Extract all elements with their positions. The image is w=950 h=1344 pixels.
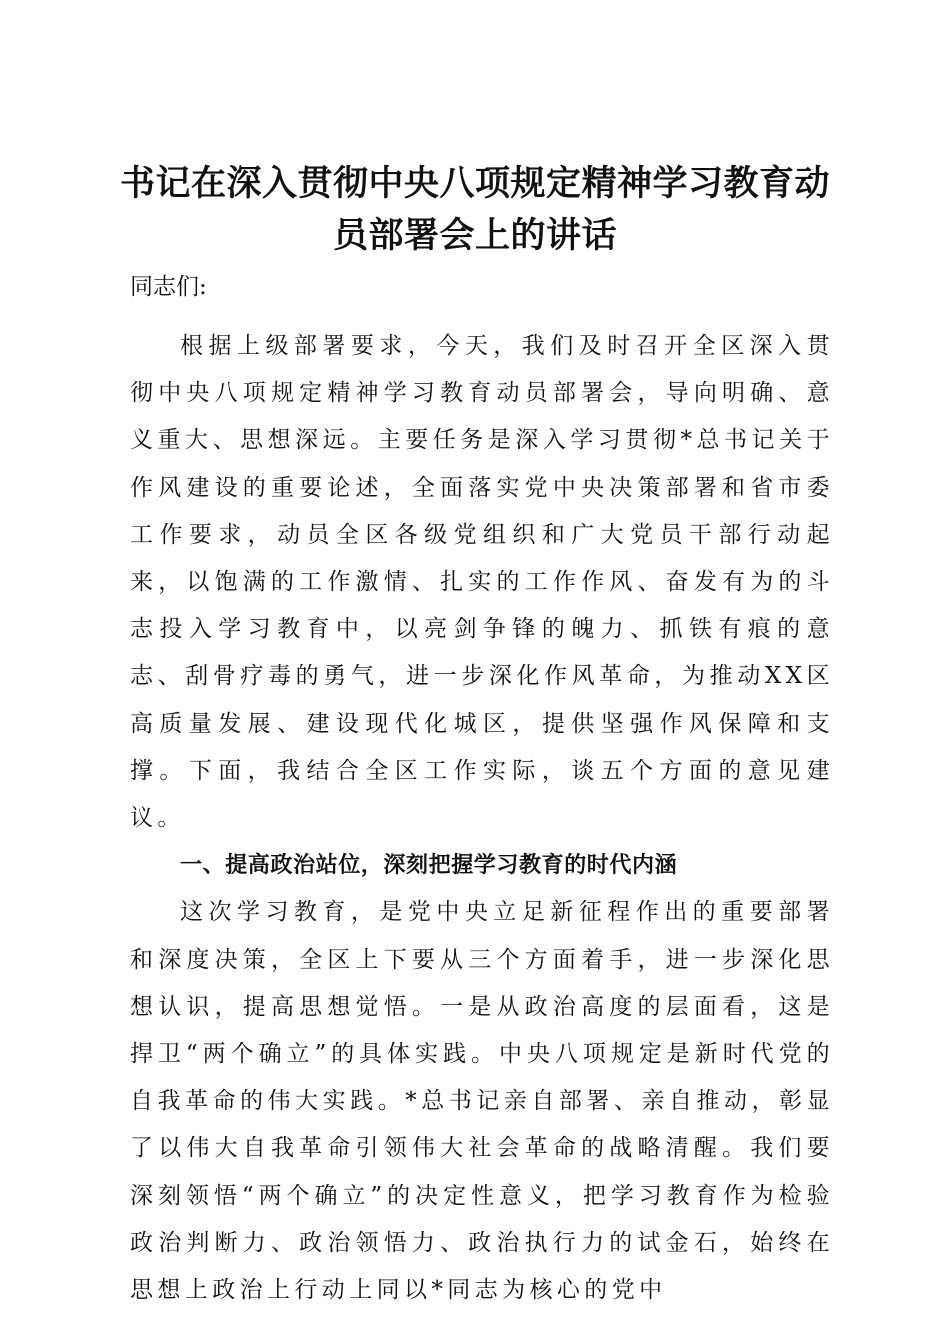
- paragraph-section-1: 这次学习教育，是党中央立足新征程作出的重要部署和深度决策，全区上下要从三个方面着手，进一步深化思想认识，提高思想觉悟。一是从政治高度的层面看，这是捍卫“两个确立”的具体实践。中央八项规定是新时代党的自我革命的伟大实践。*总书记亲自部署、亲自推动，彰显了以伟大自我革命引领伟大社会革命的战略清醒。我们要深刻领悟“两个确立”的决定性意义，把学习教育作为检验政治判断力、政治领悟力、政治执行力的试金石，始终在思想上政治上行动上同以*同志为核心的党中: [130, 899, 834, 1304]
- salutation: 同志们:: [130, 274, 207, 300]
- title-line-2: 员部署会上的讲话: [332, 216, 617, 256]
- section-heading-1: 一、提高政治站位，深刻把握学习教育的时代内涵: [180, 853, 678, 879]
- title-line-1: 书记在深入贯彻中央八项规定精神学习教育动: [120, 164, 831, 204]
- paragraph-intro: 根据上级部署要求，今天，我们及时召开全区深入贯彻中央八项规定精神学习教育动员部署会，导向明确、意义重大、思想深远。主要任务是深入学习贯彻*总书记关于作风建设的重要论述，全面落实党中央决策部署和省市委工作要求，动员全区各级党组织和广大党员干部行动起来，以饱满的工作激情、扎实的工作作风、奋发有为的斗志投入学习教育中，以亮剑争锋的魄力、抓铁有痕的意志、刮骨疗毒的勇气，进一步深化作风革命，为推动XX区高质量发展、建设现代化城区，提供坚强作风保障和支撑。下面，我结合全区工作实际，谈五个方面的意见建议。: [130, 333, 834, 832]
- document-body: [130, 323, 834, 1314]
- document-title: [120, 158, 830, 262]
